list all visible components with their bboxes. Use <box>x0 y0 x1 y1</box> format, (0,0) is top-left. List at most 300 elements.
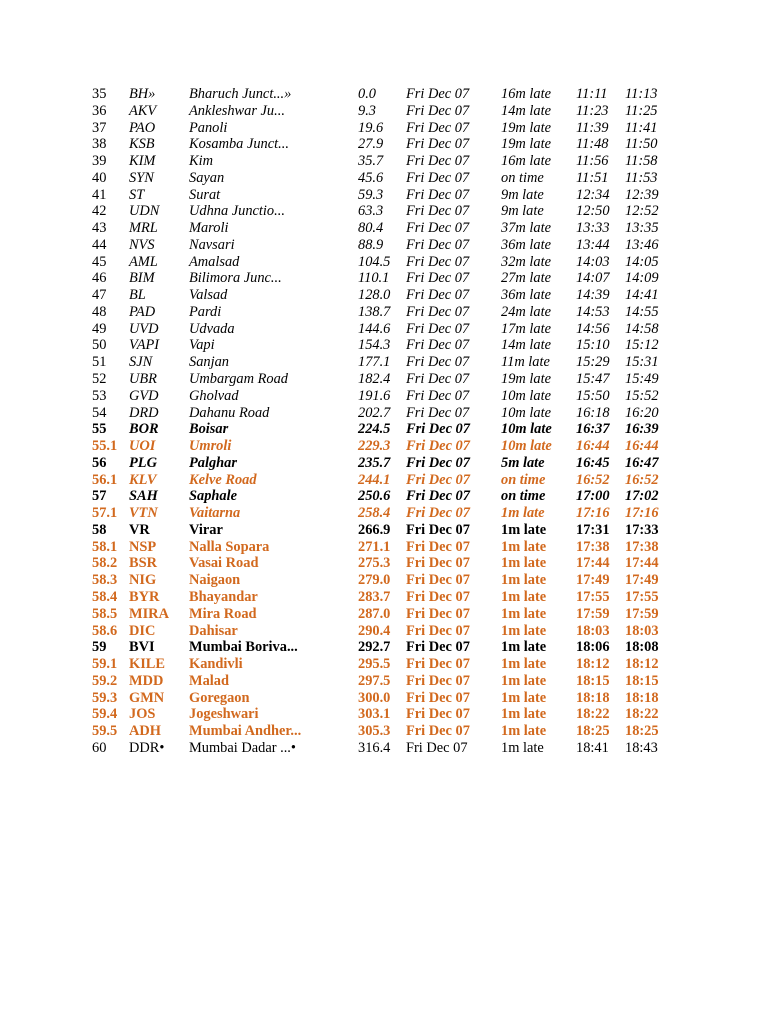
arrival-time: 16:18 <box>576 404 610 421</box>
station-code: SYN <box>129 169 154 186</box>
distance-km: 283.7 <box>358 588 391 605</box>
departure-time: 18:03 <box>625 622 659 639</box>
distance-km: 300.0 <box>358 689 391 706</box>
schedule-row <box>0 421 768 438</box>
travel-date: Fri Dec 07 <box>406 220 470 237</box>
delay-status: 19m late <box>501 119 551 136</box>
station-code: VAPI <box>129 337 160 354</box>
arrival-time: 11:11 <box>576 86 608 102</box>
delay-status: 9m late <box>501 186 544 203</box>
arrival-time: 16:44 <box>576 438 610 455</box>
stop-number: 60 <box>92 739 107 756</box>
stop-number: 58.2 <box>92 555 118 572</box>
arrival-time: 16:37 <box>576 421 610 438</box>
arrival-time: 12:34 <box>576 186 610 203</box>
station-name: Dahanu Road <box>189 404 270 421</box>
arrival-time: 15:10 <box>576 337 610 354</box>
delay-status: 37m late <box>501 220 551 237</box>
stop-number: 50 <box>92 337 107 354</box>
distance-km: 287.0 <box>358 605 391 622</box>
travel-date: Fri Dec 07 <box>406 622 470 639</box>
delay-status: 14m late <box>501 102 551 119</box>
station-code: DDR• <box>129 739 165 756</box>
distance-km: 305.3 <box>358 723 391 740</box>
delay-status: 36m late <box>501 236 551 253</box>
departure-time: 16:47 <box>625 454 659 471</box>
stop-number: 57 <box>92 488 107 505</box>
arrival-time: 17:16 <box>576 505 610 522</box>
travel-date: Fri Dec 07 <box>406 656 470 673</box>
arrival-time: 17:55 <box>576 588 610 605</box>
station-code: KLV <box>129 471 157 488</box>
travel-date: Fri Dec 07 <box>406 354 470 371</box>
arrival-time: 11:56 <box>576 153 609 170</box>
schedule-row <box>0 690 768 707</box>
departure-time: 14:41 <box>625 287 659 304</box>
departure-time: 17:33 <box>625 521 659 538</box>
distance-km: 104.5 <box>358 253 391 270</box>
delay-status: 1m late <box>501 672 547 689</box>
arrival-time: 15:29 <box>576 354 610 371</box>
schedule-row <box>0 136 768 153</box>
station-code: SJN <box>129 354 153 371</box>
arrival-time: 13:44 <box>576 236 610 253</box>
distance-km: 191.6 <box>358 387 391 404</box>
travel-date: Fri Dec 07 <box>406 102 470 119</box>
station-name: Maroli <box>189 220 229 237</box>
distance-km: 0.0 <box>358 86 376 102</box>
arrival-time: 18:22 <box>576 706 610 723</box>
travel-date: Fri Dec 07 <box>406 572 470 589</box>
departure-time: 11:50 <box>625 136 658 153</box>
station-name: Mumbai Boriva... <box>189 639 298 656</box>
station-name: Goregaon <box>189 689 250 706</box>
schedule-row <box>0 388 768 405</box>
stop-number: 56.1 <box>92 471 118 488</box>
departure-time: 17:49 <box>625 572 659 589</box>
distance-km: 295.5 <box>358 656 391 673</box>
station-code: UDN <box>129 203 160 220</box>
station-name: Nalla Sopara <box>189 538 270 555</box>
station-code: MRL <box>129 220 158 237</box>
station-name: Mumbai Dadar ...• <box>189 739 296 756</box>
travel-date: Fri Dec 07 <box>406 471 470 488</box>
stop-number: 47 <box>92 287 107 304</box>
departure-time: 17:44 <box>625 555 659 572</box>
travel-date: Fri Dec 07 <box>406 723 470 740</box>
departure-time: 14:58 <box>625 320 659 337</box>
stop-number: 59.3 <box>92 689 118 706</box>
distance-km: 9.3 <box>358 102 376 119</box>
station-code: KIM <box>129 153 156 170</box>
station-name: Bhayandar <box>189 588 258 605</box>
schedule-row <box>0 304 768 321</box>
distance-km: 224.5 <box>358 421 391 438</box>
distance-km: 303.1 <box>358 706 391 723</box>
station-code: NIG <box>129 572 157 589</box>
arrival-time: 16:52 <box>576 471 610 488</box>
stop-number: 58 <box>92 521 107 538</box>
schedule-row <box>0 639 768 656</box>
delay-status: 19m late <box>501 136 551 153</box>
station-name: Malad <box>189 672 229 689</box>
departure-time: 17:59 <box>625 605 659 622</box>
schedule-row <box>0 606 768 623</box>
delay-status: 1m late <box>501 572 547 589</box>
stop-number: 55 <box>92 421 107 438</box>
distance-km: 144.6 <box>358 320 391 337</box>
stop-number: 41 <box>92 186 107 203</box>
arrival-time: 14:56 <box>576 320 610 337</box>
distance-km: 279.0 <box>358 572 391 589</box>
delay-status: 14m late <box>501 337 551 354</box>
arrival-time: 15:47 <box>576 371 610 388</box>
train-schedule-table <box>0 86 768 757</box>
departure-time: 18:43 <box>625 739 658 756</box>
station-code: KSB <box>129 136 155 153</box>
station-name: Vaitarna <box>189 505 241 522</box>
station-code: ST <box>129 186 145 203</box>
arrival-time: 15:50 <box>576 387 610 404</box>
travel-date: Fri Dec 07 <box>406 186 470 203</box>
schedule-row <box>0 220 768 237</box>
distance-km: 229.3 <box>358 438 391 455</box>
departure-time: 11:13 <box>625 86 658 102</box>
station-name: Amalsad <box>189 253 240 270</box>
schedule-row <box>0 522 768 539</box>
travel-date: Fri Dec 07 <box>406 639 470 656</box>
stop-number: 37 <box>92 119 107 136</box>
station-code: GMN <box>129 689 165 706</box>
delay-status: 11m late <box>501 354 550 371</box>
schedule-row <box>0 287 768 304</box>
arrival-time: 17:49 <box>576 572 610 589</box>
schedule-row <box>0 203 768 220</box>
schedule-row <box>0 321 768 338</box>
station-name: Kandivli <box>189 656 243 673</box>
stop-number: 45 <box>92 253 107 270</box>
station-name: Panoli <box>189 119 228 136</box>
distance-km: 275.3 <box>358 555 391 572</box>
station-name: Udhna Junctio... <box>189 203 285 220</box>
travel-date: Fri Dec 07 <box>406 505 470 522</box>
distance-km: 271.1 <box>358 538 391 555</box>
distance-km: 235.7 <box>358 454 391 471</box>
delay-status: 36m late <box>501 287 551 304</box>
schedule-row <box>0 539 768 556</box>
station-code: BVI <box>129 639 155 656</box>
station-name: Palghar <box>189 454 237 471</box>
delay-status: 1m late <box>501 706 547 723</box>
delay-status: 1m late <box>501 639 547 656</box>
station-name: Saphale <box>189 488 237 505</box>
arrival-time: 14:39 <box>576 287 610 304</box>
delay-status: on time <box>501 471 546 488</box>
distance-km: 182.4 <box>358 371 391 388</box>
schedule-row <box>0 589 768 606</box>
arrival-time: 18:18 <box>576 689 610 706</box>
delay-status: on time <box>501 488 546 505</box>
delay-status: 17m late <box>501 320 551 337</box>
travel-date: Fri Dec 07 <box>406 387 470 404</box>
station-code: BYR <box>129 588 160 605</box>
schedule-row <box>0 103 768 120</box>
distance-km: 110.1 <box>358 270 390 287</box>
station-name: Bharuch Junct...» <box>189 86 292 102</box>
distance-km: 45.6 <box>358 169 384 186</box>
travel-date: Fri Dec 07 <box>406 253 470 270</box>
schedule-row <box>0 170 768 187</box>
travel-date: Fri Dec 07 <box>406 203 470 220</box>
stop-number: 44 <box>92 236 107 253</box>
station-code: AML <box>129 253 158 270</box>
arrival-time: 13:33 <box>576 220 610 237</box>
schedule-row <box>0 86 768 103</box>
schedule-row <box>0 623 768 640</box>
station-code: UBR <box>129 371 157 388</box>
schedule-row <box>0 354 768 371</box>
departure-time: 11:25 <box>625 102 658 119</box>
arrival-time: 14:07 <box>576 270 610 287</box>
arrival-time: 18:25 <box>576 723 610 740</box>
travel-date: Fri Dec 07 <box>406 287 470 304</box>
delay-status: 1m late <box>501 588 547 605</box>
schedule-row <box>0 488 768 505</box>
station-code: MDD <box>129 672 164 689</box>
station-code: NSP <box>129 538 157 555</box>
station-name: Valsad <box>189 287 228 304</box>
arrival-time: 11:48 <box>576 136 609 153</box>
travel-date: Fri Dec 07 <box>406 337 470 354</box>
station-name: Kelve Road <box>189 471 257 488</box>
delay-status: 1m late <box>501 723 547 740</box>
station-code: GVD <box>129 387 159 404</box>
delay-status: 1m late <box>501 555 547 572</box>
stop-number: 56 <box>92 454 107 471</box>
arrival-time: 12:50 <box>576 203 610 220</box>
stop-number: 57.1 <box>92 505 118 522</box>
travel-date: Fri Dec 07 <box>406 706 470 723</box>
station-code: JOS <box>129 706 156 723</box>
delay-status: 27m late <box>501 270 551 287</box>
delay-status: 1m late <box>501 505 545 522</box>
schedule-row <box>0 405 768 422</box>
departure-time: 17:38 <box>625 538 659 555</box>
delay-status: 5m late <box>501 454 545 471</box>
station-code: VR <box>129 521 150 538</box>
departure-time: 15:31 <box>625 354 659 371</box>
station-name: Naigaon <box>189 572 241 589</box>
stop-number: 54 <box>92 404 107 421</box>
station-code: VTN <box>129 505 158 522</box>
station-name: Navsari <box>189 236 235 253</box>
station-name: Ankleshwar Ju... <box>189 102 285 119</box>
departure-time: 12:39 <box>625 186 659 203</box>
stop-number: 39 <box>92 153 107 170</box>
delay-status: 10m late <box>501 387 551 404</box>
arrival-time: 18:03 <box>576 622 610 639</box>
station-code: PLG <box>129 454 157 471</box>
departure-time: 18:12 <box>625 656 659 673</box>
distance-km: 292.7 <box>358 639 391 656</box>
station-name: Sanjan <box>189 354 229 371</box>
arrival-time: 14:53 <box>576 303 610 320</box>
departure-time: 16:44 <box>625 438 659 455</box>
station-code: UOI <box>129 438 156 455</box>
stop-number: 58.5 <box>92 605 118 622</box>
arrival-time: 18:12 <box>576 656 610 673</box>
station-name: Surat <box>189 186 221 203</box>
distance-km: 63.3 <box>358 203 384 220</box>
stop-number: 59 <box>92 639 107 656</box>
delay-status: 10m late <box>501 404 551 421</box>
station-code: MIRA <box>129 605 169 622</box>
departure-time: 18:08 <box>625 639 659 656</box>
station-code: BSR <box>129 555 157 572</box>
departure-time: 18:15 <box>625 672 659 689</box>
arrival-time: 18:06 <box>576 639 610 656</box>
distance-km: 59.3 <box>358 186 384 203</box>
delay-status: 1m late <box>501 521 547 538</box>
station-code: ADH <box>129 723 161 740</box>
station-name: Virar <box>189 521 223 538</box>
schedule-row <box>0 270 768 287</box>
stop-number: 58.3 <box>92 572 118 589</box>
delay-status: 1m late <box>501 605 547 622</box>
stop-number: 46 <box>92 270 107 287</box>
travel-date: Fri Dec 07 <box>406 588 470 605</box>
stop-number: 40 <box>92 169 107 186</box>
stop-number: 35 <box>92 86 107 102</box>
station-name: Mira Road <box>189 605 257 622</box>
delay-status: 1m late <box>501 622 547 639</box>
delay-status: 32m late <box>501 253 551 270</box>
delay-status: 1m late <box>501 739 544 756</box>
stop-number: 55.1 <box>92 438 118 455</box>
station-name: Udvada <box>189 320 235 337</box>
stop-number: 49 <box>92 320 107 337</box>
travel-date: Fri Dec 07 <box>406 672 470 689</box>
distance-km: 297.5 <box>358 672 391 689</box>
station-code: KILE <box>129 656 165 673</box>
arrival-time: 18:41 <box>576 739 609 756</box>
schedule-row <box>0 120 768 137</box>
travel-date: Fri Dec 07 <box>406 538 470 555</box>
stop-number: 38 <box>92 136 107 153</box>
distance-km: 138.7 <box>358 303 391 320</box>
arrival-time: 17:44 <box>576 555 610 572</box>
distance-km: 258.4 <box>358 505 391 522</box>
travel-date: Fri Dec 07 <box>406 605 470 622</box>
travel-date: Fri Dec 07 <box>406 438 470 455</box>
schedule-row <box>0 673 768 690</box>
station-name: Kosamba Junct... <box>189 136 289 153</box>
departure-time: 15:12 <box>625 337 659 354</box>
schedule-row <box>0 555 768 572</box>
departure-time: 17:55 <box>625 588 659 605</box>
travel-date: Fri Dec 07 <box>406 739 468 756</box>
distance-km: 177.1 <box>358 354 391 371</box>
travel-date: Fri Dec 07 <box>406 169 470 186</box>
stop-number: 53 <box>92 387 107 404</box>
station-name: Bilimora Junc... <box>189 270 282 287</box>
schedule-row <box>0 254 768 271</box>
station-name: Gholvad <box>189 387 239 404</box>
stop-number: 59.1 <box>92 656 118 673</box>
station-name: Umbargam Road <box>189 371 288 388</box>
distance-km: 35.7 <box>358 153 384 170</box>
station-code: AKV <box>129 102 157 119</box>
station-name: Jogeshwari <box>189 706 259 723</box>
stop-number: 36 <box>92 102 107 119</box>
departure-time: 15:52 <box>625 387 659 404</box>
station-name: Kim <box>189 153 213 170</box>
delay-status: 9m late <box>501 203 544 220</box>
stop-number: 58.4 <box>92 588 118 605</box>
distance-km: 88.9 <box>358 236 384 253</box>
departure-time: 18:18 <box>625 689 659 706</box>
departure-time: 15:49 <box>625 371 659 388</box>
station-code: BL <box>129 287 146 304</box>
station-name: Dahisar <box>189 622 238 639</box>
schedule-row <box>0 153 768 170</box>
travel-date: Fri Dec 07 <box>406 371 470 388</box>
distance-km: 290.4 <box>358 622 391 639</box>
travel-date: Fri Dec 07 <box>406 136 470 153</box>
stop-number: 58.6 <box>92 622 118 639</box>
station-name: Pardi <box>189 303 222 320</box>
delay-status: 16m late <box>501 153 551 170</box>
station-name: Mumbai Andher... <box>189 723 302 740</box>
departure-time: 16:52 <box>625 471 659 488</box>
departure-time: 14:55 <box>625 303 659 320</box>
departure-time: 12:52 <box>625 203 659 220</box>
travel-date: Fri Dec 07 <box>406 119 470 136</box>
travel-date: Fri Dec 07 <box>406 153 470 170</box>
schedule-row <box>0 438 768 455</box>
delay-status: 16m late <box>501 86 551 102</box>
travel-date: Fri Dec 07 <box>406 270 470 287</box>
delay-status: 10m late <box>501 438 552 455</box>
delay-status: 1m late <box>501 656 547 673</box>
schedule-row <box>0 337 768 354</box>
delay-status: 10m late <box>501 421 552 438</box>
arrival-time: 17:00 <box>576 488 610 505</box>
stop-number: 51 <box>92 354 107 371</box>
station-name: Vapi <box>189 337 215 354</box>
travel-date: Fri Dec 07 <box>406 454 470 471</box>
arrival-time: 11:39 <box>576 119 609 136</box>
station-code: PAD <box>129 303 156 320</box>
delay-status: 1m late <box>501 689 547 706</box>
station-name: Boisar <box>189 421 229 438</box>
schedule-row <box>0 237 768 254</box>
stop-number: 59.5 <box>92 723 118 740</box>
travel-date: Fri Dec 07 <box>406 555 470 572</box>
schedule-row <box>0 505 768 522</box>
travel-date: Fri Dec 07 <box>406 421 470 438</box>
distance-km: 19.6 <box>358 119 384 136</box>
stop-number: 59.4 <box>92 706 118 723</box>
arrival-time: 16:45 <box>576 454 610 471</box>
arrival-time: 11:51 <box>576 169 609 186</box>
schedule-row <box>0 371 768 388</box>
travel-date: Fri Dec 07 <box>406 236 470 253</box>
departure-time: 16:20 <box>625 404 659 421</box>
departure-time: 17:16 <box>625 505 659 522</box>
distance-km: 266.9 <box>358 521 391 538</box>
delay-status: on time <box>501 169 544 186</box>
